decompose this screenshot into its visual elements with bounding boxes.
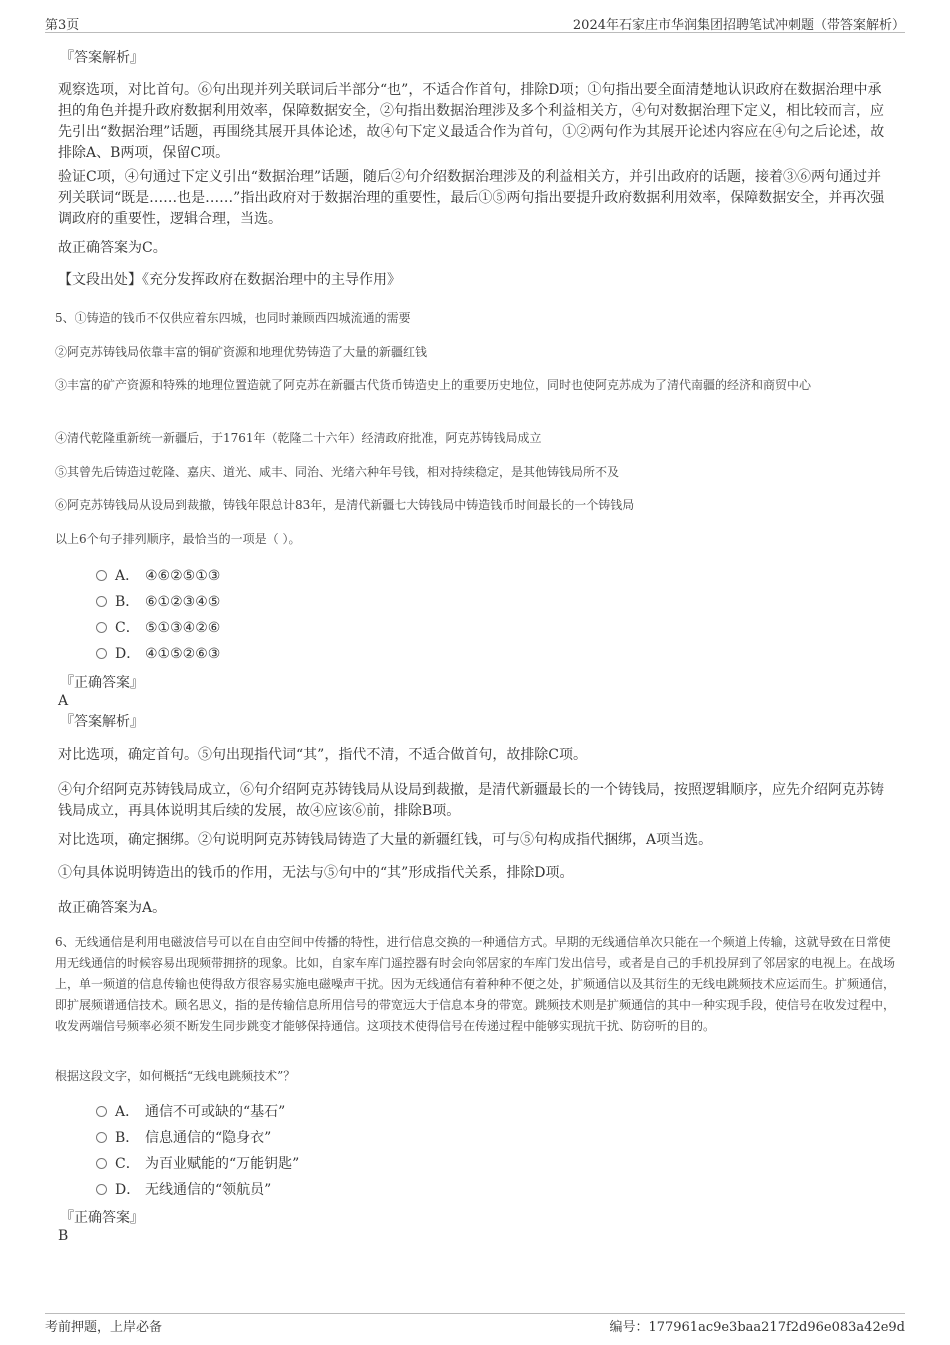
q5-conclusion: 故正确答案为A。 <box>58 900 167 916</box>
radio-icon[interactable] <box>96 1132 107 1143</box>
q5-analysis-1: 对比选项，确定首句。⑤句出现指代词“其”，指代不清，不适合做首句，故排除C项。 <box>58 747 588 763</box>
page-footer <box>45 1313 905 1335</box>
q4-analysis-label: 『答案解析』 <box>60 50 144 66</box>
q6-option-b[interactable]: B． 信息通信的“隐身衣” <box>96 1128 271 1148</box>
q5-sentence-2: ②阿克苏铸钱局依靠丰富的铜矿资源和地理优势铸造了大量的新疆红钱 <box>55 345 428 359</box>
q5-analysis-4: ①句具体说明铸造出的钱币的作用，无法与⑤句中的“其”形成指代关系，排除D项。 <box>58 865 574 881</box>
q5-sentence-6: ⑥阿克苏铸钱局从设局到裁撤，铸钱年限总计83年，是清代新疆七大铸钱局中铸造钱币时间最长的一个铸钱局 <box>55 498 635 512</box>
document-code: 编号：177961ac9e3baa217f2d96e083a42e9d <box>609 1320 905 1335</box>
footer-slogan: 考前押题，上岸必备 <box>45 1320 163 1335</box>
radio-icon[interactable] <box>96 622 107 633</box>
q6-option-d[interactable]: D． 无线通信的“领航员” <box>96 1180 271 1200</box>
q6-option-a[interactable]: A． 通信不可或缺的“基石” <box>96 1102 285 1122</box>
radio-icon[interactable] <box>96 1158 107 1169</box>
q6-answer-label: 『正确答案』 <box>60 1210 144 1226</box>
q5-sentence-5: ⑤其曾先后铸造过乾隆、嘉庆、道光、咸丰、同治、光绪六种年号钱，相对持续稳定，是其他铸钱局所不及 <box>55 465 620 479</box>
q5-sentence-3: ③丰富的矿产资源和特殊的地理位置造就了阿克苏在新疆古代货币铸造史上的重要历史地位，同时也使阿克苏成为了清代南疆的经济和商贸中心 <box>55 378 812 392</box>
q5-prompt: 以上6个句子排列顺序，最恰当的一项是（ ）。 <box>55 532 301 546</box>
page-number: 第3页 <box>45 18 80 33</box>
q6-passage: 6、无线通信是利用电磁波信号可以在自由空间中传播的特性，进行信息交换的一种通信方式。早期的无线通信单次只能在一个频道上传输，这就导致在日常使用无线通信的时候容易出现频带拥挤的现象。比如，自家车库门遥控器有时会向邻居家的车库门发出信号，或者是自己的手机投屏到了邻居家的电视上。在战场上，单一频道的信息传输也使得敌方很容易实施电磁噪声干扰。因为无线通信有着种种不便之处，扩频通信以及其衍生的无线电跳频技术应运而生。扩频通信，即扩展频谱通信技术。顾名思义，指的是传输信息所用信号的带宽远大于信息本身的带宽。跳频技术则是扩频通信的其中一种实现手段，使信号在收发过程中，收发两端信号频率必须不断发生同步跳变才能够保持通信。这项技术使得信号在传递过程中能够实现抗干扰、防窃听的目的。 <box>55 935 896 1033</box>
document-title: 2024年石家庄市华润集团招聘笔试冲刺题（带答案解析） <box>572 18 905 33</box>
q5-answer-label: 『正确答案』 <box>60 675 144 691</box>
page-header <box>45 14 905 33</box>
q5-sentence-1: 5、①铸造的钱币不仅供应着东四城，也同时兼顾西四城流通的需要 <box>55 311 411 325</box>
q4-conclusion: 故正确答案为C。 <box>58 240 167 256</box>
q5-option-b[interactable]: B． ⑥①②③④⑤ <box>96 592 220 612</box>
q5-analysis-2: ④句介绍阿克苏铸钱局成立，⑥句介绍阿克苏铸钱局从设局到裁撤，是清代新疆最长的一个铸钱局，按照逻辑顺序，应先介绍阿克苏铸钱局成立，再具体说明其后续的发展，故④应该⑥前，排除B项。 <box>58 782 884 819</box>
q5-option-a[interactable]: A． ④⑥②⑤①③ <box>96 566 220 586</box>
q5-analysis-label: 『答案解析』 <box>60 714 144 730</box>
radio-icon[interactable] <box>96 596 107 607</box>
q5-answer: A <box>58 693 69 709</box>
q4-source: 【文段出处】《充分发挥政府在数据治理中的主导作用》 <box>58 272 401 288</box>
radio-icon[interactable] <box>96 570 107 581</box>
q6-option-c[interactable]: C． 为百业赋能的“万能钥匙” <box>96 1154 299 1174</box>
radio-icon[interactable] <box>96 1184 107 1195</box>
q5-analysis-3: 对比选项，确定捆绑。②句说明阿克苏铸钱局铸造了大量的新疆红钱，可与⑤句构成指代捆绑，A项当选。 <box>58 832 713 848</box>
q6-answer: B <box>58 1228 69 1244</box>
q5-sentence-4: ④清代乾隆重新统一新疆后，于1761年（乾隆二十六年）经清政府批准，阿克苏铸钱局成立 <box>55 431 542 445</box>
q4-analysis-paragraph-1: 观察选项，对比首句。⑥句出现并列关联词后半部分“也”，不适合作首句，排除D项；①句指出要全面清楚地认识政府在数据治理中承担的角色并提升政府数据利用效率，保障数据安全，②句指出数据治理涉及多个利益相关方，④句对数据治理下定义，相比较而言，应先引出“数据治理”话题，再围绕其展开具体论述，故④句下定义最适合作为首句，①②两句作为其展开论述内容应在④句之后论述，故排除A、B两项，保留C项。 <box>58 82 885 161</box>
q6-prompt: 根据这段文字，如何概括“无线电跳频技术”？ <box>55 1069 296 1083</box>
q4-analysis-paragraph-2: 验证C项，④句通过下定义引出“数据治理”话题，随后②句介绍数据治理涉及的利益相关方，并引出政府的话题，接着③⑥两句通过并列关联词“既是……也是……”指出政府对于数据治理的重要性，最后①⑤两句指出要提升政府数据利用效率，保障数据安全，并再次强调政府的重要性，逻辑合理，当选。 <box>58 169 885 227</box>
radio-icon[interactable] <box>96 648 107 659</box>
q5-option-c[interactable]: C． ⑤①③④②⑥ <box>96 618 220 638</box>
radio-icon[interactable] <box>96 1106 107 1117</box>
q5-option-d[interactable]: D． ④①⑤②⑥③ <box>96 644 220 664</box>
